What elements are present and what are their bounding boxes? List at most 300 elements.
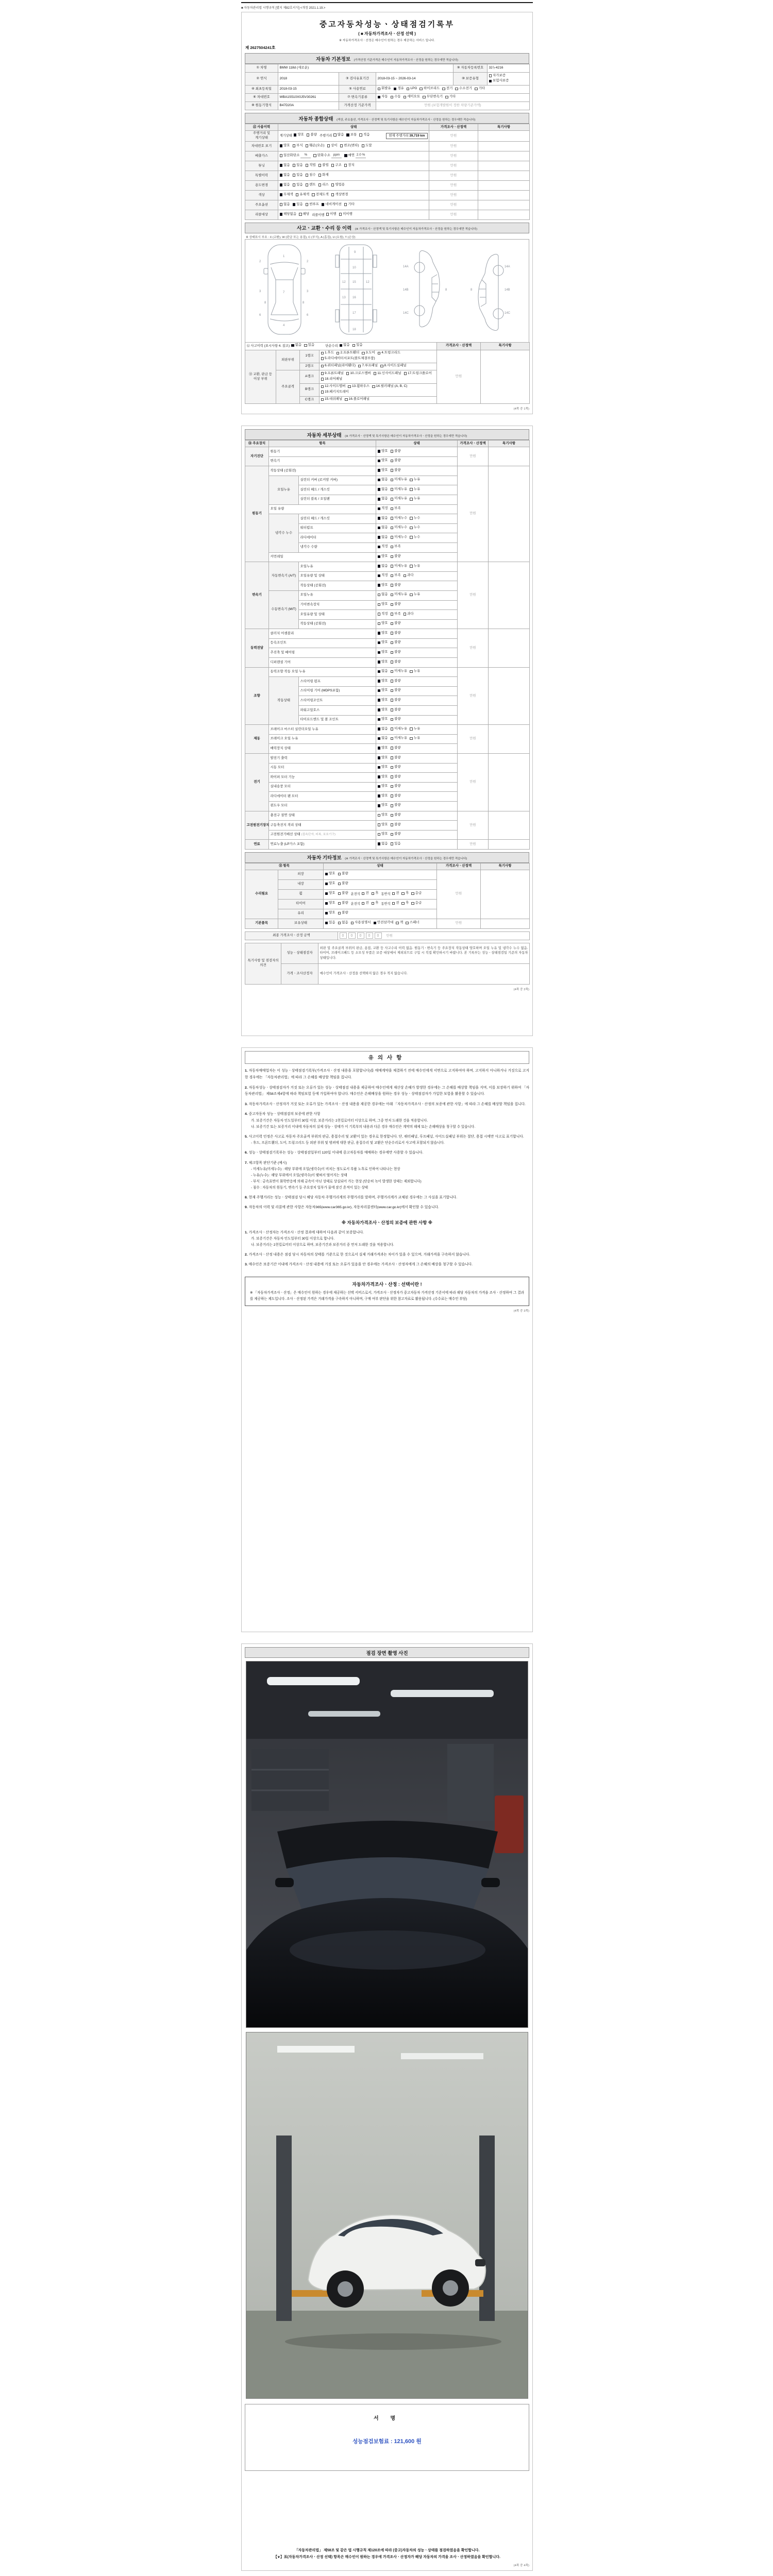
device-label: 제동 xyxy=(245,725,269,754)
item-state xyxy=(376,686,458,696)
checkbox-option xyxy=(378,516,388,521)
footer-line-1: 「자동차관리법」 제58조 및 같은 법 시행규칙 제120조에 따라 (중고)자동차의 성능ㆍ상태를 점검하였음을 확인합니다. xyxy=(294,2549,480,2553)
option-label: 상이 xyxy=(331,143,338,147)
item-state xyxy=(376,773,458,783)
checkbox-checked-icon xyxy=(378,527,381,530)
item-state xyxy=(376,485,458,495)
option-label: 15.대쉬패널 xyxy=(325,397,343,401)
notice-subitem: - 누유(누수) : 해당 부위에서 오일(냉각수)이 맺혀서 떨어지는 상태 xyxy=(251,1173,347,1177)
checkbox-unchecked-icon xyxy=(338,922,341,925)
section-title: 점검 장면 촬영 사진 xyxy=(366,1650,408,1656)
state-segment xyxy=(306,164,331,168)
section-title: 사고ㆍ교환ㆍ수리 등 이력 xyxy=(297,226,352,232)
item-label: 구동축전지 격리 상태 xyxy=(269,821,376,831)
option-label: 양호 xyxy=(283,143,290,147)
checkbox-option xyxy=(378,573,388,578)
option-label: 유채색 xyxy=(299,192,310,196)
option-label: 미세누유 xyxy=(394,564,408,568)
notice-subitem: 나. 보증거리는 2천킬로미터 이상으로 하며, 보증기간과 보증거리 중 먼저 도래한 것을 적용합니다. xyxy=(251,1243,394,1247)
checkbox-option xyxy=(378,554,388,559)
checkbox-option xyxy=(410,727,420,732)
car-diagram-panel xyxy=(245,239,529,342)
option-label: 없음 xyxy=(283,173,290,177)
option-label: 수소전기 xyxy=(459,87,473,91)
option-label: 16.플로어패널 xyxy=(348,397,370,401)
option-label: 불량 xyxy=(394,832,401,836)
option-label: 미세누수 xyxy=(394,535,408,539)
overall-header-row xyxy=(245,124,530,131)
inspection-photo-2 xyxy=(246,2032,528,2399)
checkbox-option xyxy=(391,756,401,760)
option-label: 불량 xyxy=(394,745,401,750)
checkbox-option xyxy=(293,183,303,188)
item-state xyxy=(376,504,458,514)
price-header: 가격조사ㆍ산정액 xyxy=(437,342,481,350)
item-state xyxy=(376,447,458,457)
checkbox-unchecked-icon xyxy=(404,613,407,616)
checkbox-checked-icon xyxy=(325,922,328,925)
footer-block xyxy=(245,2540,529,2567)
checkbox-checked-icon xyxy=(378,794,381,798)
column-header: 특기사항 xyxy=(481,863,530,870)
notice-text: 자동차성능ㆍ상태점검자가 거짓 또는 오류가 있는 성능ㆍ상태점검 내용을 제공하여 매수인에게 재산상 손해가 발생한 경우에는 그 손해를 배상할 책임을 지며, 이를 보장하기 위하여 「자동차관리법」 제58조제4항에 따라 책임보험 등에 가입하여야 합니다. 매수인은 손해배상을 원하는 경우 성능ㆍ상태점검자가 가입한 보험을 활용할 수 있습니다. xyxy=(245,1086,529,1096)
svg-text:1: 1 xyxy=(282,255,285,259)
checkbox-checked-icon xyxy=(378,775,381,778)
svg-text:13: 13 xyxy=(342,296,346,300)
checkbox-option xyxy=(321,384,346,389)
column-header: 가격조사ㆍ산정액 xyxy=(437,863,481,870)
checkbox-unchecked-icon xyxy=(358,365,361,368)
state-segment xyxy=(351,892,381,896)
option-label: 4.트렁크리드 xyxy=(381,351,401,355)
checkbox-option xyxy=(391,717,401,722)
option-label: 스패너 xyxy=(409,921,419,925)
price-cell: 만원 xyxy=(458,667,489,725)
checkbox-checked-icon xyxy=(378,536,381,539)
option-label: 양호 xyxy=(381,793,388,798)
price-cell: 만원 xyxy=(437,350,481,404)
insurance-amount: 121,600 원 xyxy=(394,2438,422,2445)
checkbox-checked-icon xyxy=(325,883,328,886)
subgroup-label: 작동상태 xyxy=(269,677,299,725)
insurance-label: 성능점검보험료 : xyxy=(352,2438,393,2445)
checkbox-checked-icon xyxy=(378,555,381,558)
option-label: 불량 xyxy=(394,640,401,645)
state-segment xyxy=(411,892,424,896)
item-state xyxy=(376,476,458,485)
field-value-muted: 만원 (보험개발원이 정한 차량기준가액) xyxy=(376,102,530,110)
option-label: 전 xyxy=(365,891,369,895)
note-cell xyxy=(481,919,530,928)
opinion-row xyxy=(245,963,530,984)
checkbox-option xyxy=(321,357,375,361)
notice-item xyxy=(245,1205,529,1211)
checkbox-option xyxy=(410,526,420,530)
item-label: 와이퍼 모터 기능 xyxy=(269,773,376,783)
item-label: 내장 xyxy=(278,879,324,889)
device-label: 조향 xyxy=(245,667,269,725)
checkbox-option xyxy=(455,87,472,91)
option-label: 없음 xyxy=(283,163,290,167)
notice-number: 1. xyxy=(245,1069,248,1073)
svg-text:15: 15 xyxy=(352,281,356,284)
row-label: 색상 xyxy=(245,190,278,200)
item-label: 스티어링 기어 (MDPS포함) xyxy=(299,686,376,696)
note-cell xyxy=(478,141,530,151)
detail-condition-table xyxy=(245,440,530,850)
svg-text:2: 2 xyxy=(306,260,309,264)
item-state xyxy=(324,909,437,919)
checkbox-unchecked-icon xyxy=(321,391,324,394)
checkbox-option xyxy=(306,163,316,168)
checkbox-unchecked-icon xyxy=(391,613,394,616)
state-segment xyxy=(280,174,306,178)
checkbox-option xyxy=(378,794,388,799)
checkbox-unchecked-icon xyxy=(338,892,341,895)
checkbox-option xyxy=(344,202,355,207)
form-reference: ■ 자동차관리법 시행규칙 [별지 제82호서식] <개정 2021.1.19.> xyxy=(241,7,326,10)
inspection-report-document xyxy=(241,2,533,2576)
note-cell xyxy=(478,180,530,190)
price-cell: 만원 xyxy=(429,200,478,210)
item-state xyxy=(376,562,458,572)
checkbox-option xyxy=(410,487,420,492)
checkbox-checked-icon xyxy=(378,632,381,635)
state-segment xyxy=(325,922,351,925)
checkbox-unchecked-icon xyxy=(331,183,334,187)
checkbox-option xyxy=(378,468,388,473)
checkbox-unchecked-icon xyxy=(391,747,394,750)
svg-text:8: 8 xyxy=(264,301,266,305)
detail-row xyxy=(245,629,530,639)
note-cell xyxy=(478,130,530,141)
option-label: 없음 xyxy=(381,526,388,530)
item-label: 유리 xyxy=(278,909,324,919)
price-cell: 만원 xyxy=(429,151,478,161)
checkbox-option xyxy=(321,390,349,395)
checkbox-option xyxy=(378,688,388,693)
item-state xyxy=(376,754,458,764)
option-label: 불량 xyxy=(394,583,401,587)
checkbox-checked-icon xyxy=(378,488,381,491)
item-label: 휠 xyxy=(278,889,324,899)
section-note: (※ 가격조사ㆍ산정액 및 특기사항은 매수인이 자동차가격조사ㆍ산정을 원하는 경우에만 적습니다) xyxy=(355,228,477,231)
item-label: 등속조인트 xyxy=(269,638,376,648)
svg-text:14C: 14C xyxy=(402,312,409,315)
checkbox-unchecked-icon xyxy=(391,775,394,778)
checkbox-unchecked-icon xyxy=(318,183,322,187)
checkbox-option xyxy=(378,526,388,530)
item-state xyxy=(376,533,458,543)
checkbox-unchecked-icon xyxy=(338,883,341,886)
checkbox-option xyxy=(378,631,388,636)
overall-row xyxy=(245,180,530,190)
option-label: 사용설명서 xyxy=(355,921,371,925)
notice-text: 가격조사ㆍ산정자는 가격조사ㆍ산정 결과에 대하여 다음과 같이 보증합니다. xyxy=(248,1230,364,1234)
notice-number: 5. xyxy=(245,1134,248,1139)
option-label: 불량 xyxy=(394,631,401,635)
checkbox-unchecked-icon xyxy=(374,372,377,375)
checkbox-checked-icon xyxy=(340,344,343,347)
notice-item xyxy=(245,1111,529,1130)
detail-row xyxy=(245,667,530,677)
option-label: 있음 xyxy=(296,202,303,206)
checkbox-option xyxy=(475,87,485,91)
state-segment xyxy=(331,164,357,168)
notice-number: 3. xyxy=(245,1263,248,1267)
option-label: 양호 xyxy=(381,621,388,625)
note-header: 특기사항 xyxy=(481,342,530,350)
item-label: 윈도우 모터 xyxy=(269,801,376,811)
checkbox-option xyxy=(325,882,335,886)
option-label: 양호 xyxy=(381,765,388,769)
checkbox-option xyxy=(378,842,388,846)
row-label: 주행거리 및 계기상태 xyxy=(245,130,278,141)
checkbox-checked-icon xyxy=(322,203,325,206)
option-label: 양호 xyxy=(381,640,388,645)
basic-info-row xyxy=(245,102,530,110)
checkbox-option xyxy=(321,371,344,376)
item-state xyxy=(376,495,458,504)
option-label: 양호 xyxy=(381,631,388,635)
checkbox-option xyxy=(410,478,420,482)
checkbox-option xyxy=(380,364,407,368)
panel-items xyxy=(320,370,437,383)
option-label: 불량 xyxy=(394,679,401,683)
item-label: 오일유량 및 상태 xyxy=(299,571,376,581)
option-label: 없음 xyxy=(342,921,348,925)
option-label: 썬루프 xyxy=(309,202,319,206)
price-cell: 만원 xyxy=(437,919,481,928)
checkbox-option xyxy=(339,212,352,217)
rank-label: 2랭크 xyxy=(300,363,320,370)
checkbox-option xyxy=(378,564,388,569)
checkbox-option xyxy=(294,133,304,138)
option-label: 보통 xyxy=(350,132,357,137)
checkbox-option xyxy=(391,669,408,674)
checkbox-option xyxy=(280,163,290,168)
checkbox-option xyxy=(391,650,401,655)
car-exterior-top-diagram xyxy=(254,242,315,340)
device-label: 동력전달 xyxy=(245,629,269,667)
checkbox-unchecked-icon xyxy=(391,794,394,798)
option-label: 불량 xyxy=(394,707,401,711)
checkbox-unchecked-icon xyxy=(339,213,342,216)
etc-header-row xyxy=(245,863,530,870)
checkbox-unchecked-icon xyxy=(391,680,394,683)
checkbox-unchecked-icon xyxy=(396,922,399,925)
checkbox-unchecked-icon xyxy=(304,344,307,347)
checkbox-unchecked-icon xyxy=(345,398,348,401)
rank-label: 1랭크 xyxy=(300,350,320,363)
checkbox-checked-icon xyxy=(378,96,381,99)
checkbox-unchecked-icon xyxy=(401,902,405,905)
checkbox-option xyxy=(321,364,356,368)
checkbox-option xyxy=(391,746,401,751)
checkbox-unchecked-icon xyxy=(307,133,310,137)
checkbox-unchecked-icon xyxy=(401,892,405,895)
checkbox-option xyxy=(318,173,329,178)
item-label: 실린더 헤드 / 개스킷 xyxy=(299,485,376,495)
final-price-table xyxy=(245,931,530,940)
section-title: 자동차 종합상태 xyxy=(298,116,333,122)
checkbox-option xyxy=(378,621,388,626)
price-cell: 만원 xyxy=(429,161,478,171)
option-label: 양호 xyxy=(381,650,388,654)
segment-title: 운전석 xyxy=(350,892,360,896)
checkbox-option xyxy=(344,153,366,158)
checkbox-unchecked-icon xyxy=(293,164,296,167)
note-cell xyxy=(478,190,530,200)
checkbox-unchecked-icon xyxy=(442,88,445,91)
item-state xyxy=(324,889,437,899)
document-number: 제 2627504241호 xyxy=(245,45,276,50)
notice-number: 9. xyxy=(245,1206,248,1210)
opinion-author: 가격ㆍ조사산정자 xyxy=(281,963,318,984)
option-label: 적정 xyxy=(381,573,388,578)
svg-text:6: 6 xyxy=(259,314,261,317)
option-label: 양호 xyxy=(329,872,335,876)
checkbox-option xyxy=(391,487,408,492)
option-label: 후 xyxy=(375,901,379,905)
checkbox-option xyxy=(306,144,325,148)
checkbox-unchecked-icon xyxy=(378,823,381,826)
checkbox-unchecked-icon xyxy=(391,574,394,578)
simple-repair-label: 단순수리 xyxy=(325,344,338,348)
checkbox-unchecked-icon xyxy=(392,892,395,895)
checkbox-unchecked-icon xyxy=(391,546,394,549)
accident-history-table xyxy=(245,342,530,404)
signature-box xyxy=(245,2404,529,2471)
checkbox-option xyxy=(489,74,506,78)
checkbox-option xyxy=(391,535,408,540)
checkbox-unchecked-icon xyxy=(378,594,381,597)
checkbox-option xyxy=(404,371,432,376)
car-left-side-diagram xyxy=(398,242,453,340)
checkbox-option xyxy=(325,872,335,876)
option-label: 누유 xyxy=(413,564,421,568)
item-state xyxy=(376,543,458,552)
option-label: 세미오토 xyxy=(407,95,421,99)
price-cell: 만원 xyxy=(429,180,478,190)
opinion-row xyxy=(245,943,530,963)
price-digit: 0 xyxy=(340,933,347,939)
checkbox-option xyxy=(378,669,388,674)
checkbox-unchecked-icon xyxy=(391,479,394,482)
state-segment xyxy=(351,922,422,925)
checkbox-unchecked-icon xyxy=(391,632,394,635)
item-state xyxy=(376,466,458,476)
svg-text:7: 7 xyxy=(282,291,285,295)
checkbox-option xyxy=(411,891,422,896)
checkbox-checked-icon xyxy=(378,479,381,482)
item-state xyxy=(376,658,458,668)
option-label: 보험사보증 xyxy=(493,79,509,83)
basic-info-row xyxy=(245,73,530,86)
option-label: 미이행 xyxy=(343,212,352,216)
field-options xyxy=(376,86,530,94)
option-label: 양호 xyxy=(329,911,335,915)
device-label: 변속기 xyxy=(245,562,269,629)
state-segment xyxy=(325,883,351,886)
option-label: 양호 xyxy=(329,901,335,905)
item-state xyxy=(324,899,437,909)
checkbox-option xyxy=(391,832,401,837)
option-label: 불량 xyxy=(310,132,317,137)
notice-item xyxy=(245,1230,529,1248)
price-digit: 0 xyxy=(348,933,356,939)
final-price-label: 최종 가격조사ㆍ산정 금액 xyxy=(245,931,338,940)
checkbox-unchecked-icon xyxy=(407,88,410,91)
state-segment xyxy=(325,892,351,896)
checkbox-unchecked-icon xyxy=(410,536,413,539)
svg-text:12: 12 xyxy=(342,281,346,284)
notice-text: 중고자동차 성능ㆍ상태점검의 보증에 관한 사항 xyxy=(248,1112,321,1116)
basic-info-table xyxy=(245,64,530,110)
option-label: 기타 xyxy=(348,202,355,206)
checkbox-unchecked-icon xyxy=(321,372,324,375)
checkbox-option xyxy=(378,727,388,732)
checkbox-unchecked-icon xyxy=(318,164,322,167)
checkbox-option xyxy=(338,882,348,886)
checkbox-unchecked-icon xyxy=(352,344,356,347)
option-label: 무단변속기 xyxy=(426,95,443,99)
row-state xyxy=(278,171,429,180)
checkbox-unchecked-icon xyxy=(338,912,341,915)
document-subtitle: ( ■ 자동차가격조사ㆍ산정 선택 ) xyxy=(358,31,416,36)
svg-text:2: 2 xyxy=(259,260,261,264)
option-label: 자가보증 xyxy=(493,73,506,77)
option-label: 양호 xyxy=(381,745,388,750)
detail-row xyxy=(245,811,530,821)
checkbox-option xyxy=(410,736,420,741)
state-segment xyxy=(280,164,306,168)
checkbox-option xyxy=(391,727,408,732)
state-segment xyxy=(306,184,347,188)
row-label: 리콜대상 xyxy=(245,210,278,219)
inspector-opinion-table xyxy=(245,943,530,985)
option-label: 불법 xyxy=(322,163,329,167)
option-label: 19.패키지트레이 xyxy=(325,389,349,394)
checkbox-checked-icon xyxy=(489,80,492,83)
checkbox-unchecked-icon xyxy=(380,365,383,368)
checkbox-unchecked-icon xyxy=(391,555,394,558)
option-label: 불량 xyxy=(394,813,401,817)
accident-history-cell xyxy=(245,342,437,350)
checkbox-checked-icon xyxy=(325,873,328,876)
subgroup-label: 자동변속기 (A/T) xyxy=(269,562,299,591)
state-segment xyxy=(280,184,306,188)
checkbox-option xyxy=(378,602,388,607)
option-label: 적정 xyxy=(381,545,388,549)
checkbox-unchecked-icon xyxy=(391,517,394,520)
item-state xyxy=(376,763,458,773)
final-price-value xyxy=(338,931,530,940)
item-state xyxy=(376,782,458,792)
checkbox-unchecked-icon xyxy=(391,641,394,645)
option-label: 불량 xyxy=(394,688,401,692)
option-label: 없음 xyxy=(381,535,388,539)
option-label: 부족 xyxy=(394,506,401,511)
checkbox-option xyxy=(378,87,391,91)
svg-text:14B: 14B xyxy=(402,289,409,292)
field-label: 가격산정 기준가격 xyxy=(339,102,376,110)
checkbox-unchecked-icon xyxy=(340,144,343,147)
checkbox-option xyxy=(306,183,316,188)
svg-text:4: 4 xyxy=(282,324,285,328)
checkbox-unchecked-icon xyxy=(404,96,407,99)
notice-subitem: - 침수 : 자동차의 원동기, 변속기 등 주요장치 일부가 물에 잠긴 흔적이 있는 상태 xyxy=(251,1185,368,1190)
